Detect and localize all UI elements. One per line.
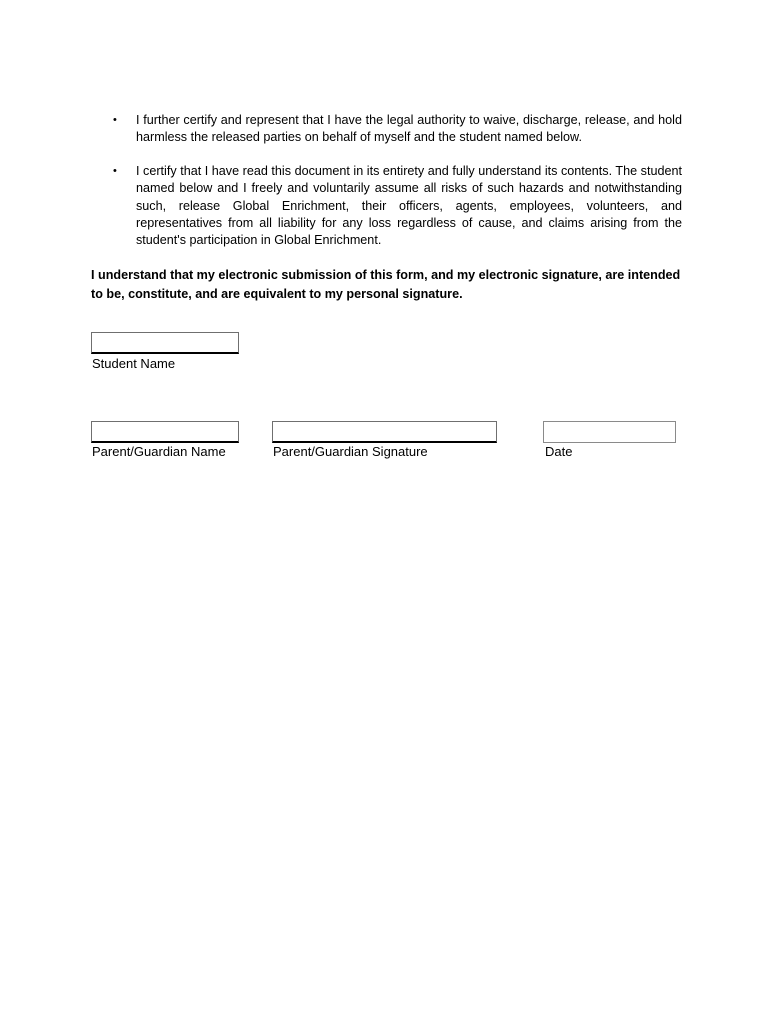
student-name-label: Student Name xyxy=(92,356,176,371)
certification-item-authority xyxy=(108,112,682,147)
certification-item-read-understood xyxy=(108,163,682,250)
bullet-icon: • xyxy=(113,114,117,126)
guardian-signature-input[interactable] xyxy=(272,421,497,443)
student-name-input[interactable] xyxy=(91,332,239,354)
certification-list xyxy=(108,112,682,250)
guardian-name-input[interactable] xyxy=(91,421,239,443)
guardian-signature-label: Parent/Guardian Signature xyxy=(273,444,428,459)
bullet-icon: • xyxy=(113,164,117,177)
date-input[interactable] xyxy=(543,421,676,443)
guardian-name-label: Parent/Guardian Name xyxy=(92,444,226,459)
date-label: Date xyxy=(545,444,573,459)
certification-text: I certify that I have read this document in its entirety and fully understand its contents. The student named below and I freely and voluntarily assume all risks of such hazards and notwithstanding such, release Global Enrichment, their officers, agents, employees, volunteers, and representatives from all liability for any loss regardless of cause, and claims arising from the student's participation in Global Enrichment. xyxy=(136,163,682,248)
certification-text: I further certify and represent that I have the legal authority to waive, discharge, release, and hold harmless the released parties on behalf of myself and the student named below. xyxy=(136,113,682,145)
electronic-signature-statement: I understand that my electronic submission of this form, and my electronic signature, are intended to be, constitute, and are equivalent to my personal signature. xyxy=(91,268,681,301)
